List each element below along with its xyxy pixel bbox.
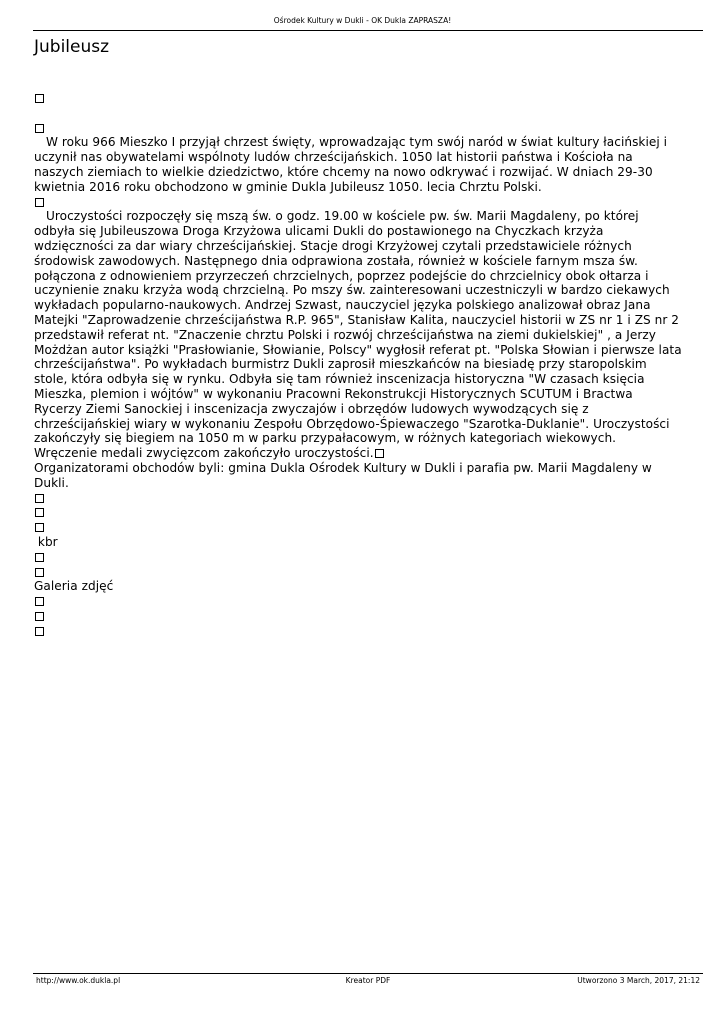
missing-glyph-line xyxy=(34,550,682,565)
missing-glyph-icon xyxy=(35,124,44,133)
article-paragraph-1: W roku 966 Mieszko I przyjął chrzest święty, wprowadzając tym swój naród w świat kultury łacińskiej i uczynił nas obywatelami wspólnoty ludów chrześcijańskich. 1050 lat historii państwa i Kościoła na naszych ziemiach to wielkie dziedzictwo, które chcemy na nowo odkrywać i rozwijać. W dniach 29-30 kwietnia 2016 roku obchodzono w gminie Dukla Jubileusz 1050. lecia Chrztu Polski. xyxy=(34,135,668,194)
missing-glyph-line xyxy=(34,565,682,580)
missing-glyph-icon xyxy=(375,449,384,458)
footer-url: http://www.ok.dukla.pl xyxy=(36,976,121,985)
missing-glyph-icon xyxy=(35,494,44,503)
site-title: Ośrodek Kultury w Dukli - OK Dukla ZAPRASZA! xyxy=(273,16,452,25)
missing-glyph-line xyxy=(34,520,682,535)
missing-glyph-icon xyxy=(35,612,44,621)
page-footer xyxy=(33,976,703,988)
missing-glyph-icon xyxy=(35,523,44,532)
missing-glyph-line xyxy=(34,195,682,210)
footer-divider xyxy=(33,973,703,974)
footer-created-date: Utworzono 3 March, 2017, 21:12 xyxy=(577,976,700,985)
missing-glyph-icon xyxy=(35,553,44,562)
missing-glyph-line xyxy=(34,91,682,106)
missing-glyph-icon xyxy=(35,627,44,636)
gallery-heading: Galeria zdjęć xyxy=(34,579,114,594)
missing-glyph-line xyxy=(34,609,682,624)
organizers-paragraph: Organizatorami obchodów byli: gmina Dukla Ośrodek Kultury w Dukli i parafia pw. Marii Magdaleny w Dukli. xyxy=(34,460,652,490)
header-divider xyxy=(33,30,703,31)
article-paragraph-2-text: Uroczystości rozpoczęły się mszą św. o godz. 19.00 w kościele pw. św. Marii Magdaleny, po której odbyła się Jubileuszowa Droga Krzyżowa ulicami Dukli do postawionego na Chyczkach krzyża wdzięczności za dar wiary chrześcijańskiej. Stacje drogi Krzyżowej czytali przedstawiciele różnych środowisk zawodowych. Następnego dnia odprawiona została, również w kościele farnym msza św. połączona z odnowieniem przyrzeczeń chrzcielnych, poprzez podejście do chrzcielnicy obok ołtarza i uczynienie znaku krzyża wodą chrzcielną. Po mszy św. zainteresowani uczestniczyli w bardzo ciekawych wykładach popularno-naukowych. Andrzej Szwast, nauczyciel języka polskiego analizował obraz Jana Matejki "Zaprowadzenie chrześcijaństwa R.P. 965", Stanisław Kalita, nauczyciel historii w ZS nr 1 i ZS nr 2 przedstawił referat nt. "Znaczenie chrztu Polski i rozwój chrześcijaństwa na ziemi dukielskiej" , a Jerzy Możdżan autor książki "Prasłowianie, Słowianie, Polscy" wygłosił referat pt. "Polska Słowian i pierwsze lata chrześcijaństwa". Po wykładach burmistrz Dukli zaprosił mieszkańców na biesiadę przy staropolskim stole, która odbyła się w rynku. Odbyła się tam również inscenizacja historyczna "W czasach księcia Mieszka, plemion i wójtów" w wykonaniu Pracowni Rekonstrukcji Historycznych SCUTUM i Bractwa Rycerzy Ziemi Sanockiej i inscenizacja zwyczajów i obrzędów ludowych wywodzących się z chrześcijańskiej wiary w wykonaniu Zespołu Obrzędowo-Śpiewaczego "Szarotka-Duklanie". Uroczystości zakończyły się biegiem na 1050 m w parku przypałacowym, w różnych kategoriach wiekowych. Wręczenie medali zwycięzcom zakończyło uroczystości. xyxy=(34,209,682,461)
footer-generator: Kreator PDF xyxy=(345,976,391,985)
missing-glyph-icon xyxy=(35,508,44,517)
missing-glyph-icon xyxy=(35,198,44,207)
article-title: Jubileusz xyxy=(34,37,110,57)
missing-glyph-line xyxy=(34,491,682,506)
missing-glyph-icon xyxy=(35,568,44,577)
article-paragraph-2 xyxy=(34,209,682,461)
author-initials: kbr xyxy=(37,534,58,549)
missing-glyph-line xyxy=(34,505,682,520)
blank-line xyxy=(34,106,682,121)
missing-glyph-icon xyxy=(35,597,44,606)
missing-glyph-line xyxy=(34,121,682,136)
article-body xyxy=(34,91,682,638)
missing-glyph-line xyxy=(34,624,682,639)
author-signature xyxy=(34,535,682,550)
missing-glyph-icon xyxy=(35,94,44,103)
missing-glyph-line xyxy=(34,594,682,609)
